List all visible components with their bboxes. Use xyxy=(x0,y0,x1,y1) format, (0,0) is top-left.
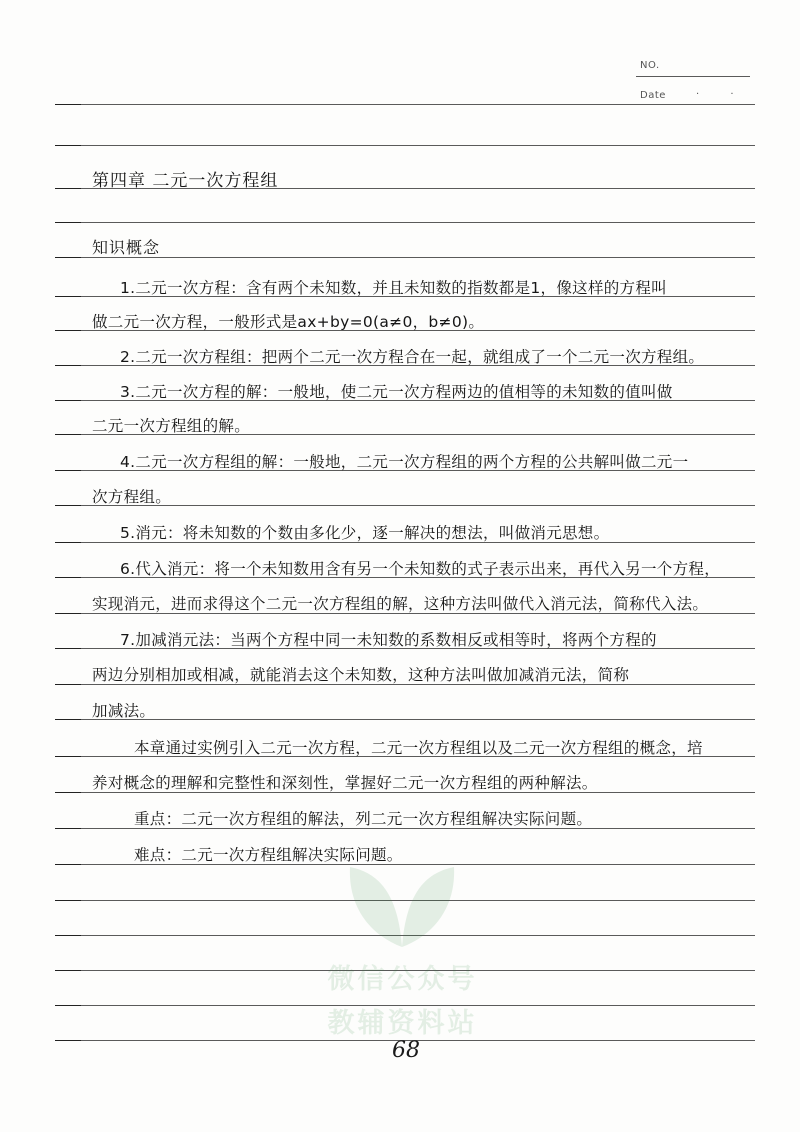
margin-tick xyxy=(55,330,81,331)
margin-tick xyxy=(55,505,81,506)
item-6-line-2: 实现消元，进而求得这个二元一次方程组的解，这种方法叫做代入消元法，简称代入法。 xyxy=(92,595,709,613)
watermark-line-1: 微信公众号 xyxy=(327,964,478,995)
margin-tick xyxy=(55,542,81,543)
margin-tick xyxy=(55,1040,81,1041)
difficulty-line: 难点：二元一次方程组解决实际问题。 xyxy=(134,846,403,864)
item-7-line-2: 两边分别相加或相减，就能消去这个未知数，这种方法叫做加减消元法，简称 xyxy=(92,666,630,684)
page-number: 68 xyxy=(392,1038,420,1063)
item-3-line-2: 二元一次方程组的解。 xyxy=(92,417,251,435)
rule-line xyxy=(55,935,755,936)
item-4-line-1: 4.二元一次方程组的解：一般地，二元一次方程组的两个方程的公共解叫做二元一 xyxy=(120,453,689,471)
item-3-line-1: 3.二元一次方程的解：一般地，使二元一次方程两边的值相等的未知数的值叫做 xyxy=(120,383,673,401)
watermark-line-2: 教辅资料站 xyxy=(327,1008,478,1039)
margin-tick xyxy=(55,400,81,401)
item-7-line-1: 7.加减消元法：当两个方程中同一未知数的系数相反或相等时，将两个方程的 xyxy=(120,631,657,649)
date-field-dots: · · xyxy=(696,89,748,100)
margin-tick xyxy=(55,365,81,366)
no-field-label: NO. xyxy=(640,60,660,71)
key-point-line: 重点：二元一次方程组的解法，列二元一次方程组解决实际问题。 xyxy=(134,810,593,828)
item-1-line-1: 1.二元一次方程：含有两个未知数，并且未知数的指数都是1，像这样的方程叫 xyxy=(120,279,667,297)
rule-line xyxy=(55,900,755,901)
margin-tick xyxy=(55,188,81,189)
margin-tick xyxy=(55,1005,81,1006)
margin-tick xyxy=(55,756,81,757)
section-heading: 知识概念 xyxy=(92,238,161,257)
margin-tick xyxy=(55,434,81,435)
rule-line xyxy=(55,145,755,146)
rule-line xyxy=(55,104,755,105)
no-field-line xyxy=(636,76,750,77)
margin-tick xyxy=(55,719,81,720)
item-5-line-1: 5.消元：将未知数的个数由多化少，逐一解决的想法，叫做消元思想。 xyxy=(120,524,610,542)
summary-line-1: 本章通过实例引入二元一次方程，二元一次方程组以及二元一次方程组的概念，培 xyxy=(134,739,703,757)
item-7-line-3: 加减法。 xyxy=(92,702,156,720)
item-2-line-1: 2.二元一次方程组：把两个二元一次方程合在一起，就组成了一个二元一次方程组。 xyxy=(120,348,705,366)
rule-line xyxy=(55,1005,755,1006)
margin-tick xyxy=(55,864,81,865)
rule-line xyxy=(55,970,755,971)
margin-tick xyxy=(55,222,81,223)
margin-tick xyxy=(55,648,81,649)
margin-tick xyxy=(55,470,81,471)
margin-tick xyxy=(55,577,81,578)
item-6-line-1: 6.代入消元：将一个未知数用含有另一个未知数的式子表示出来，再代入另一个方程， xyxy=(120,560,720,578)
chapter-title: 第四章 二元一次方程组 xyxy=(92,171,279,191)
margin-tick xyxy=(55,145,81,146)
margin-tick xyxy=(55,970,81,971)
date-field-label: Date xyxy=(640,90,666,101)
margin-tick xyxy=(55,828,81,829)
margin-tick xyxy=(55,296,81,297)
margin-tick xyxy=(55,935,81,936)
rule-line xyxy=(55,719,755,720)
margin-tick xyxy=(55,792,81,793)
margin-tick xyxy=(55,104,81,105)
rule-line xyxy=(55,222,755,223)
item-4-line-2: 次方程组。 xyxy=(92,488,172,506)
margin-tick xyxy=(55,684,81,685)
margin-tick xyxy=(55,900,81,901)
summary-line-2: 养对概念的理解和完整性和深刻性，掌握好二元一次方程组的两种解法。 xyxy=(92,774,598,792)
watermark xyxy=(295,855,510,1045)
item-1-line-2: 做二元一次方程，一般形式是ax+by=0(a≠0，b≠0)。 xyxy=(92,313,485,331)
margin-tick xyxy=(55,613,81,614)
margin-tick xyxy=(55,257,81,258)
